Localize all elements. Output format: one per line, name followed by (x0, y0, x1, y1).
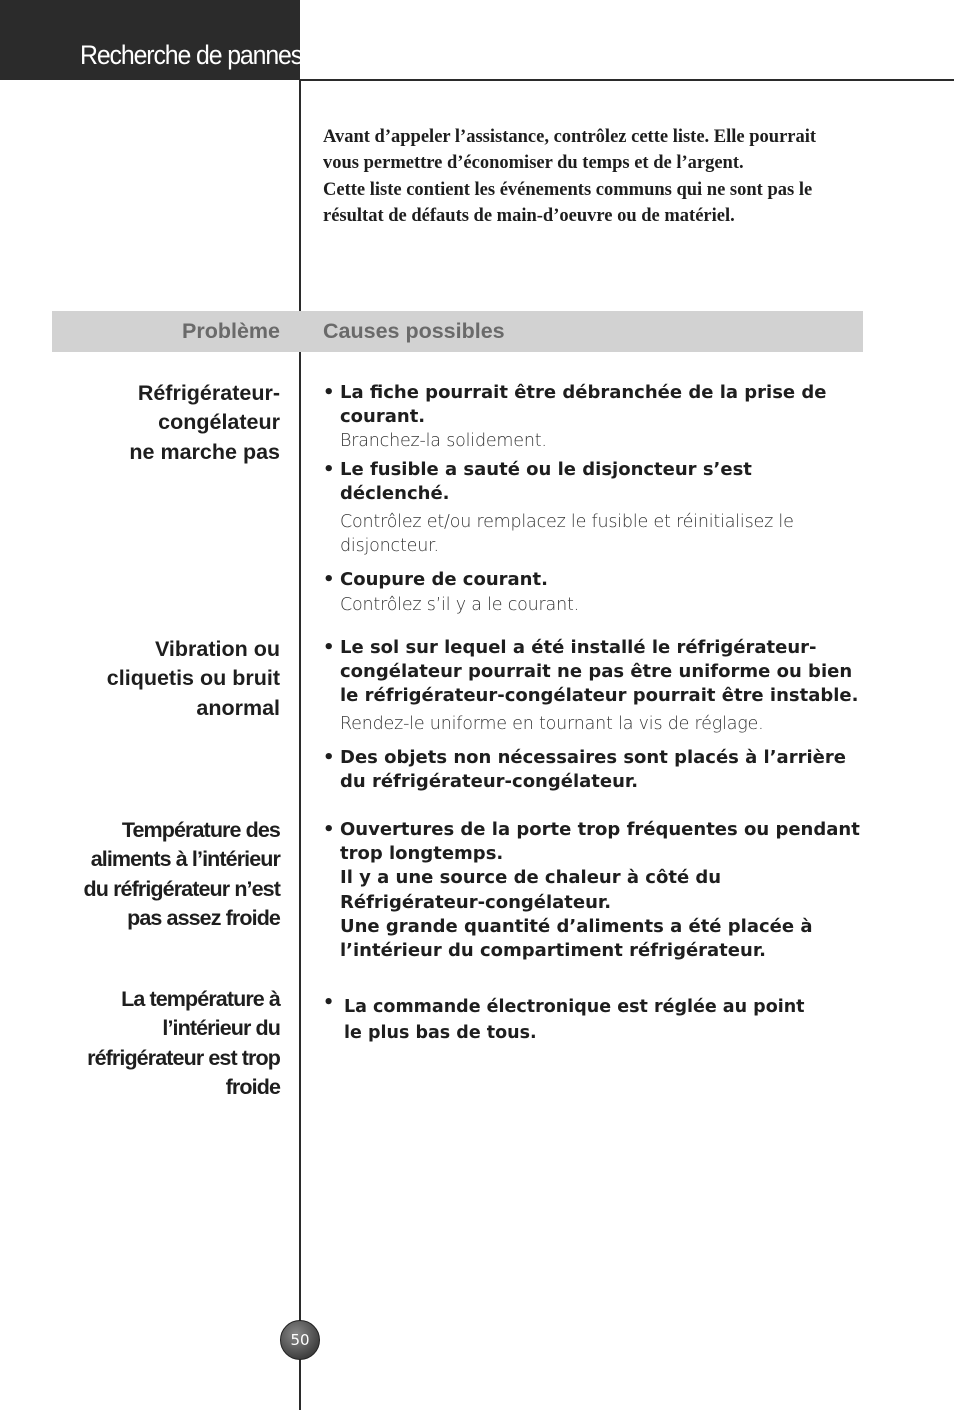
bullet-icon: • (323, 746, 335, 768)
cause-item (323, 458, 863, 559)
cause-item (323, 990, 823, 1046)
problem-line: réfrigérateur est trop (87, 1045, 280, 1070)
cause-text: Coupure de courant. (340, 569, 548, 591)
cause-text: Ouvertures de la porte trop fréquentes ou pendant trop longtemps. (340, 819, 860, 865)
problem-line: du réfrigérateur n’est (83, 876, 280, 901)
intro-text (323, 124, 843, 229)
cause-text: Des objets non nécessaires sont placés à l’arrière du réfrigérateur-congélateur. (340, 746, 846, 793)
problem-line: l’intérieur du (162, 1016, 280, 1041)
problem-line: pas assez froide (127, 905, 280, 930)
problem-label (40, 635, 280, 723)
cause-text: Le fusible a sauté ou le disjoncteur s’est déclenché. (340, 458, 752, 504)
header-rule (300, 79, 954, 81)
cause-item (323, 381, 863, 454)
problem-line: cliquetis ou bruit (106, 666, 280, 691)
cause-text: Il y a une source de chaleur à côté du Réfrigérateur-congélateur. (340, 867, 722, 913)
cause-item (323, 636, 863, 736)
remedy-text: Branchez-la solidement. (340, 431, 547, 452)
problem-line: Vibration ou (154, 637, 280, 661)
cause-item (323, 568, 863, 616)
causes-list (323, 990, 823, 1046)
problem-line: congélateur (158, 410, 280, 435)
remedy-text: Contrôlez s’il y a le courant. (340, 594, 579, 615)
cause-item (323, 746, 863, 794)
problem-line: Température des (121, 818, 280, 842)
cause-text: La commande électronique est réglée au point le plus bas de tous. (344, 997, 805, 1043)
problem-line: froide (225, 1074, 280, 1099)
problem-line: aliments à l’intérieur (90, 847, 280, 872)
problem-line: ne marche pas (129, 439, 280, 464)
causes-list (323, 636, 863, 794)
problem-line: Réfrigérateur- (137, 381, 280, 405)
problem-line: La température à (121, 987, 280, 1011)
page-title: Recherche de pannes (80, 40, 303, 70)
column-header-problem: Problème (182, 319, 280, 343)
causes-list (323, 381, 863, 617)
causes-list (323, 818, 863, 963)
intro-paragraph: Cette liste contient les événements communs qui ne sont pas le résultat de défauts de main-d’oeuvre ou de matériel. (323, 179, 813, 226)
page-number-badge (280, 1320, 320, 1360)
problem-label (40, 816, 280, 933)
problem-line: anormal (196, 695, 280, 720)
cause-text: Le sol sur lequel a été installé le réfrigérateur-congélateur pourrait ne pas être uniforme ou bien le réfrigérateur-congélateur pourrait être instable. (340, 637, 859, 707)
bullet-icon: • (323, 637, 335, 658)
remedy-text: Contrôlez et/ou remplacez le fusible et réinitialisez le disjoncteur. (340, 512, 794, 557)
remedy-text: Rendez-le uniforme en tournant la vis de réglage. (340, 713, 764, 734)
bullet-icon: • (323, 569, 335, 591)
cause-text: La fiche pourrait être débranchée de la prise de courant. (340, 382, 827, 428)
bullet-icon: • (323, 819, 335, 840)
column-header-causes: Causes possibles (323, 319, 505, 343)
problem-label (40, 985, 280, 1102)
problem-label (40, 379, 280, 467)
bullet-icon: • (323, 458, 335, 480)
intro-paragraph: Avant d’appeler l’assistance, contrôlez cette liste. Elle pourrait vous permettre d’économiser du temps et de l’argent. (323, 127, 817, 174)
cause-text: Une grande quantité d’aliments a été placée à l’intérieur du compartiment réfrigérateur. (340, 915, 813, 962)
bullet-icon: • (323, 382, 335, 403)
page-number: 50 (290, 1331, 310, 1349)
column-divider (299, 80, 301, 1410)
cause-item (323, 818, 863, 963)
header-block (0, 0, 303, 80)
bullet-icon: • (323, 993, 335, 1013)
